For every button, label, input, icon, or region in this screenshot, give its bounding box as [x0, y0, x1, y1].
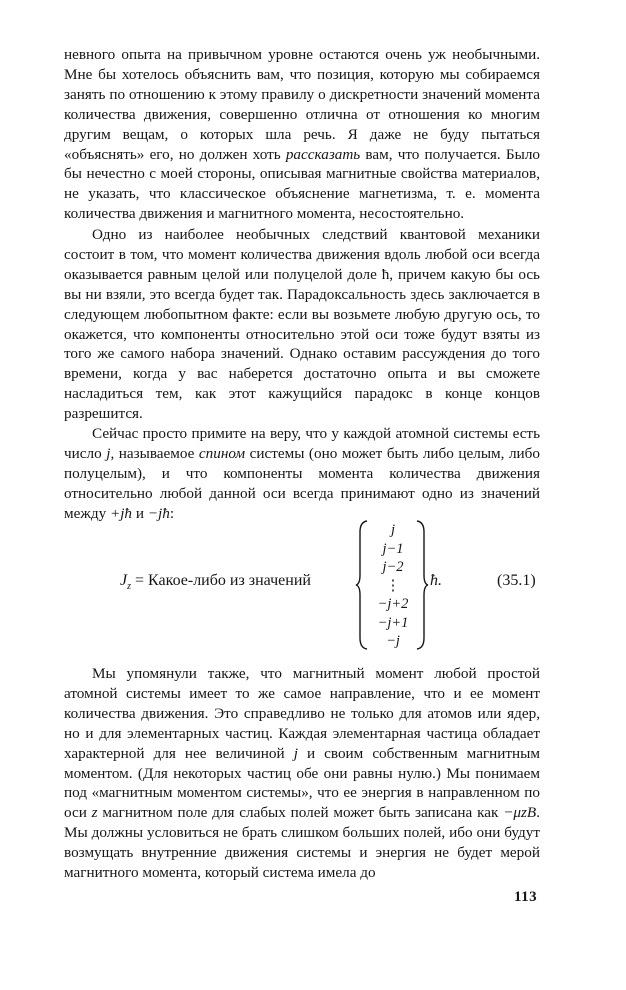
p1-text-b: вам, что получается. Было бы нечестно с моей стороны, описывая магнитные свойства материалов, не указать, что классическое объяснение магнетизма, т. е. момента количества движения и магнитного момента, несостоятельно.: [64, 145, 540, 223]
p3-text-d: и: [132, 504, 148, 522]
p3-minus-jhbar: −jħ: [147, 504, 170, 522]
p3-plus-jhbar: +jħ: [109, 504, 133, 522]
value-j-minus-2: j−2: [382, 559, 404, 575]
equation-lhs-symbol: J: [120, 572, 128, 589]
paragraph-4: [64, 664, 540, 883]
equation-number: (35.1): [497, 572, 536, 589]
equation-values-column: [366, 521, 420, 651]
paragraph-2: [64, 225, 540, 424]
value-neg-j-plus-1: −j+1: [377, 614, 409, 631]
paragraph-1: [64, 45, 540, 224]
page-number: 113: [514, 889, 538, 905]
p4-text-b: и своим собственным магнитным моментом. (Для некоторых частиц обе они равны нулю.) Мы понимаем под «магнитным моментом системы», что ее энергия в направленном по оси: [64, 744, 540, 822]
equation-35-1: [0, 515, 626, 655]
p3-emphasis-spin: спином: [198, 444, 246, 462]
paragraph-3: [64, 424, 540, 524]
equation-hbar: ħ.: [430, 572, 442, 589]
value-neg-j: −j: [386, 633, 400, 649]
equation-lhs: [120, 572, 311, 592]
p1-emphasis: рассказать: [285, 145, 361, 163]
value-j: j: [390, 522, 396, 538]
p4-text-c: магнитном поле для слабых полей может быть записана как: [97, 804, 504, 822]
value-ellipsis: ⋮: [385, 577, 401, 594]
p3-j-symbol: j: [106, 444, 111, 462]
p3-text-c: системы (оно может быть либо целым, либо полуцелым), и что компоненты момента количества движения относительно любой данной оси всегда принимают одно из значений между: [64, 444, 540, 522]
equation-lhs-text: = Какое-либо из значений: [131, 572, 311, 589]
p3-text-b: , называемое: [110, 444, 199, 462]
right-brace: [415, 520, 429, 650]
p4-text-a: Мы упомянули также, что магнитный момент любой простой атомной системы имеет то же самое направление, что и ее момент количества движения. Это справедливо не только для атомов или ядер, но и для элементарных частиц. Каждая элементарная частица обладает характерной для нее величиной: [64, 665, 540, 762]
p4-j-symbol: j: [293, 744, 298, 762]
p3-text-e: :: [169, 504, 175, 522]
p4-energy-expression: −μzB: [503, 804, 537, 822]
value-neg-j-plus-2: −j+2: [377, 596, 409, 612]
p2-text: Одно из наиболее необычных следствий квантовой механики состоит в том, что момент количества движения вдоль любой оси всегда оказывается равным целой или полуцелой доле ħ, причем какую бы ось вы ни взяли, это всегда будет так. Парадоксальность здесь заключается в следующем любопытном факте: если вы возьмете любую другую ось, то окажется, что компоненты относительно этой оси тоже будут взяты из того же самого набора значений. Однако оставим рассуждения до того времени, когда у вас наберется достаточно опыта и вы сможете насладиться тем, как этот кажущийся парадокс в конце концов разрешится.: [64, 226, 540, 423]
p4-z-symbol: z: [91, 804, 98, 822]
p1-text-a: невного опыта на привычном уровне остаются очень уж необычными. Мне бы хотелось объяснить вам, что позиция, которую мы собираемся занять по отношению к этому правилу о дискретности значений момента количества движения, совершенно отлична от отношения ко многим другим вещам, о которых шла речь. Я даже не буду пытаться «объяснять» его, но должен хоть: [64, 46, 540, 163]
p3-text-a: Сейчас просто примите на веру, что у каждой атомной системы есть число: [64, 425, 540, 462]
equation-lhs-subscript: z: [127, 581, 132, 593]
p4-text-d: . Мы должны условиться не брать слишком больших полей, ибо они будут возмущать внутренние движения системы и энергия не будет мерой магнитного момента, который система имела до: [64, 804, 540, 882]
value-j-minus-1: j−1: [382, 540, 404, 557]
